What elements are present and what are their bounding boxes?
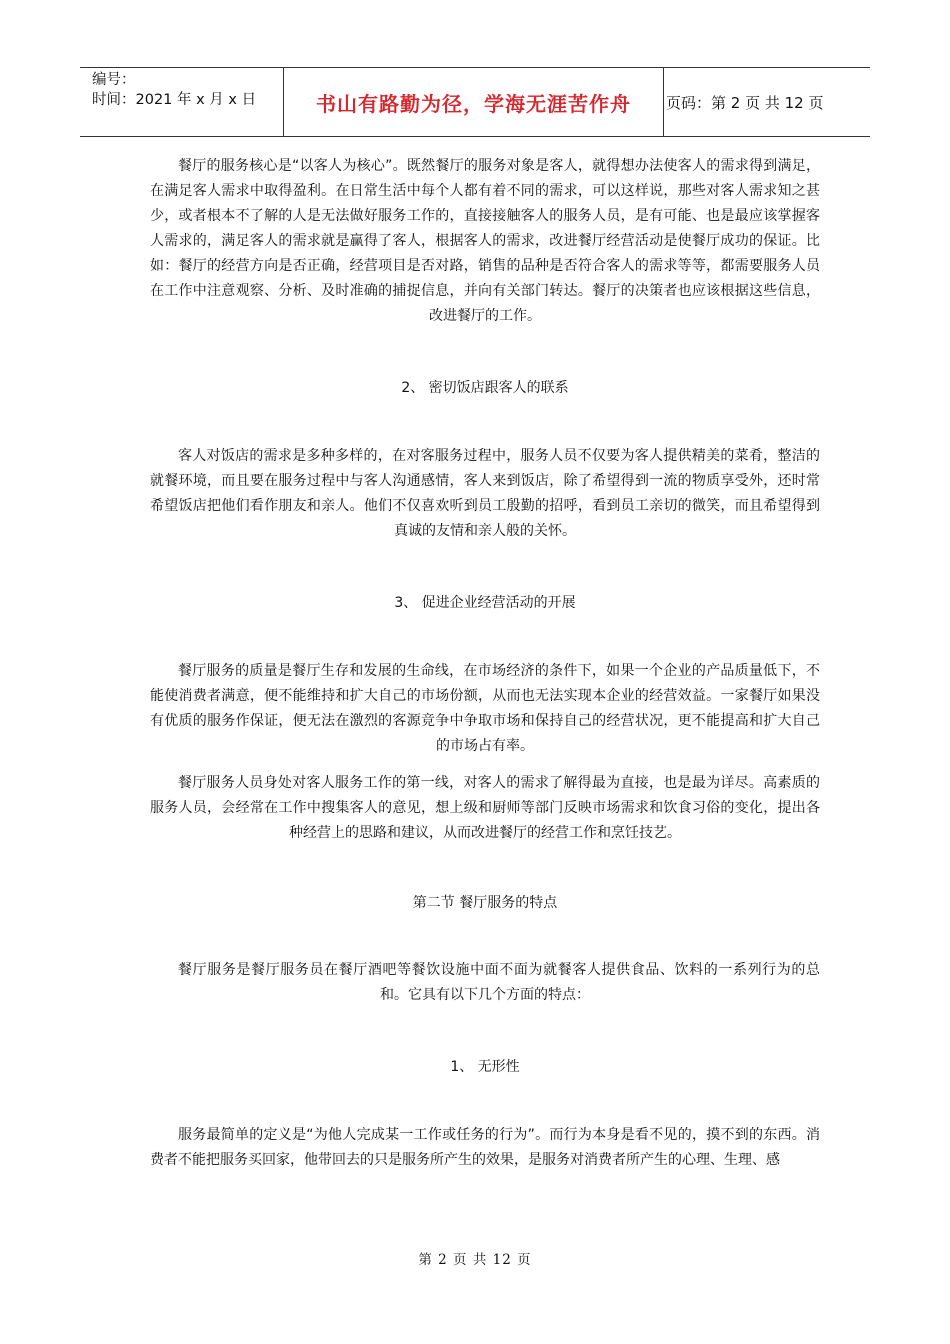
doc-date: 时间：2021 年 x 月 x 日: [92, 92, 257, 108]
section-title: 第二节 餐厅服务的特点: [412, 895, 558, 911]
heading-1: 1、 无形性: [450, 1059, 520, 1075]
document-body: [150, 146, 820, 1173]
header-page-info: 页码：第 2 页 共 12 页: [666, 93, 824, 112]
doc-number-label: 编号：: [92, 72, 136, 88]
page-footer: 第 2 页 共 12 页: [418, 1252, 532, 1268]
paragraph-2: 客人对饭店的需求是多种多样的，在对客服务过程中，服务人员不仅要为客人提供精美的菜肴，整洁的就餐环境，而且要在服务过程中与客人沟通感情，客人来到饭店，除了希望得到一流的物质享受外，还时常希望饭店把他们看作朋友和亲人。他们不仅喜欢听到员工殷勤的招呼，看到员工亲切的微笑，而且希望得到真诚的友情和亲人般的关怀。: [150, 448, 820, 539]
paragraph-6: 服务最简单的定义是“为他人完成某一工作或任务的行为”。而行为本身是看不见的，摸不到的东西。消费者不能把服务买回家，他带回去的只是服务所产生的效果，是服务对消费者所产生的心理、生理、感: [150, 1127, 820, 1168]
paragraph-3: 餐厅服务的质量是餐厅生存和发展的生命线，在市场经济的条件下，如果一个企业的产品质量低下，不能使消费者满意，便不能维持和扩大自己的市场份额，从而也无法实现本企业的经营效益。一家餐厅如果没有优质的服务作保证，便无法在激烈的客源竞争中争取市场和保持自己的经营状况，更不能提高和扩大自己的市场占有率。: [150, 663, 820, 754]
header-meta: [80, 68, 283, 136]
heading-3: 3、 促进企业经营活动的开展: [394, 595, 576, 611]
heading-2: 2、 密切饭店跟客人的联系: [401, 380, 569, 396]
page-header: [80, 67, 870, 137]
paragraph-5: 餐厅服务是餐厅服务员在餐厅酒吧等餐饮设施中面不面为就餐客人提供食品、饮料的一系列行为的总和。它具有以下几个方面的特点：: [178, 962, 820, 1003]
header-motto: 书山有路勤为径，学海无涯苦作舟: [283, 68, 664, 136]
paragraph-4: 餐厅服务人员身处对客人服务工作的第一线，对客人的需求了解得最为直接，也是最为详尽。高素质的服务人员，会经常在工作中搜集客人的意见，想上级和厨师等部门反映市场需求和饮食习俗的变化，提出各种经营上的思路和建议，从而改进餐厅的经营工作和烹饪技艺。: [150, 775, 820, 841]
paragraph-1: 餐厅的服务核心是“以客人为核心”。既然餐厅的服务对象是客人，就得想办法使客人的需求得到满足，在满足客人需求中取得盈利。在日常生活中每个人都有着不同的需求，可以这样说，那些对客人需求知之甚少，或者根本不了解的人是无法做好服务工作的，直接接触客人的服务人员，是有可能、也是最应该掌握客人需求的，满足客人的需求就是赢得了客人，根据客人的需求，改进餐厅经营活动是使餐厅成功的保证。比如：餐厅的经营方向是否正确，经营项目是否对路，销售的品种是否符合客人的需求等等，都需要服务人员在工作中注意观察、分析、及时准确的捕捉信息，并向有关部门转达。餐厅的决策者也应该根据这些信息，改进餐厅的工作。: [150, 158, 820, 324]
